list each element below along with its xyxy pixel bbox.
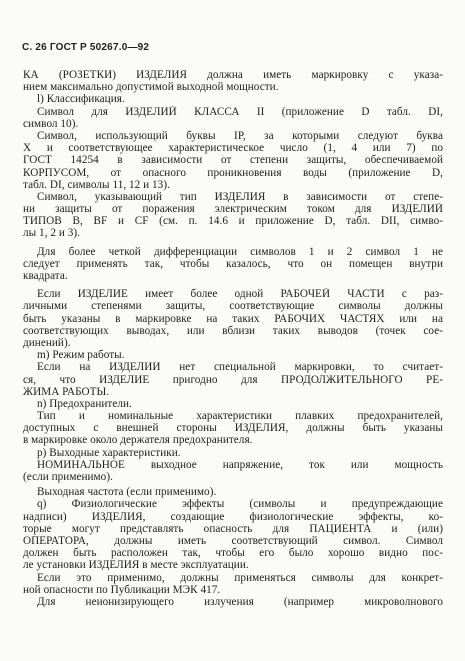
text-line: ОПЕРАТОРА, должны иметь соответствующий символ. Символ — [23, 534, 443, 547]
body-text — [23, 69, 443, 608]
text-line: l) Классификация. — [37, 93, 125, 106]
text-line: ни защиты от поражения электрическим током для ИЗДЕЛИЙ — [23, 203, 443, 216]
text-line: Для более четкой дифференциации символов 1 и 2 символ 1 не — [37, 245, 443, 258]
text-line: следует применять так, чтобы казалось, что он помещен внутри — [23, 257, 443, 270]
text-line: символ 10). — [23, 117, 79, 130]
text-line: в маркировке около держателя предохранителя. — [23, 434, 253, 447]
text-line: (если применимо). — [23, 471, 113, 483]
text-line: торые могут представлять опасность для ПАЦИЕНТА и (или) — [23, 522, 443, 535]
text-line: Для неионизирующего излучения (например микроволнового — [37, 595, 443, 608]
text-line: ТИПОВ B, BF и CF (см. п. 14.6 и приложение D, табл. DII, симво- — [23, 215, 443, 228]
text-line: ся, что ИЗДЕЛИЕ пригодно для ПРОДОЛЖИТЕЛЬНОГО РЕ- — [23, 373, 443, 386]
text-line: Символ, указывающий тип ИЗДЕЛИЯ в зависимости от степе- — [37, 190, 443, 203]
text-line: ной опасности по Публикации МЭК 417. — [23, 583, 221, 596]
text-line: Если на ИЗДЕЛИИ нет специальной маркировки, то считает- — [37, 361, 443, 374]
text-line: соответствующих выводах, или вблизи таких выводов (точек сое- — [23, 324, 443, 337]
text-line: КОРПУСОМ, от опасного проникновения воды (приложение D, — [23, 166, 443, 179]
text-line: ГОСТ 14254 в зависимости от степени защиты, обеспечиваемой — [23, 154, 443, 167]
text-line: быть указаны в маркировке на таких РАБОЧИХ ЧАСТЯХ или на — [23, 312, 443, 325]
text-line: КА (РОЗЕТКИ) ИЗДЕЛИЯ должна иметь маркировку с указа- — [23, 69, 443, 81]
text-line: X и соответствующее характеристическое число (1, 4 или 7) по — [23, 142, 443, 155]
text-line: квадрата. — [23, 270, 68, 282]
text-line: Если это применимо, должны применяться символы для конкрет- — [37, 571, 443, 584]
text-line: НОМИНАЛЬНОЕ выходное напряжение, ток или мощность — [37, 458, 443, 471]
text-line: надписи) ИЗДЕЛИЯ, создающие физиологические эффекты, ко- — [23, 510, 443, 523]
text-line: Символ, использующий буквы IP, за которыми следуют буква — [37, 129, 443, 142]
text-line: должен быть расположен так, чтобы его было хорошо видно пос- — [23, 547, 443, 560]
text-line: динений). — [23, 336, 71, 349]
text-line: Символ для ИЗДЕЛИЙ КЛАССА II (приложение D табл. DI, — [37, 105, 443, 118]
text-line: ЖИМА РАБОТЫ. — [23, 385, 110, 398]
text-line: m) Режим работы. — [37, 349, 125, 362]
text-line: Если ИЗДЕЛИЕ имеет более одной РАБОЧЕЙ ЧАСТИ с раз- — [37, 288, 443, 301]
text-line: доступных с внешней стороны ИЗДЕЛИЯ, должны быть указаны — [23, 422, 443, 435]
text-line: Выходная частота (если применимо). — [37, 486, 217, 499]
text-line: нием максимально допустимой выходной мощности. — [23, 81, 279, 94]
text-line: p) Выходные характеристики. — [37, 446, 181, 459]
text-line: q) Физиологические эффекты (символы и предупреждающие — [37, 498, 443, 511]
text-line: ле установки ИЗДЕЛИЯ в месте эксплуатации. — [23, 559, 249, 572]
text-line: Тип и номинальные характеристики плавких предохранителей, — [37, 410, 443, 423]
text-line: лы 1, 2 и 3). — [23, 227, 81, 240]
text-line: личными степенями защиты, соответствующие символы должны — [23, 300, 443, 313]
text-line: табл. DI, символы 11, 12 и 13). — [23, 178, 170, 191]
page-header: С. 26 ГОСТ Р 50267.0—92 — [22, 42, 150, 53]
text-line: n) Предохранители. — [37, 397, 132, 410]
